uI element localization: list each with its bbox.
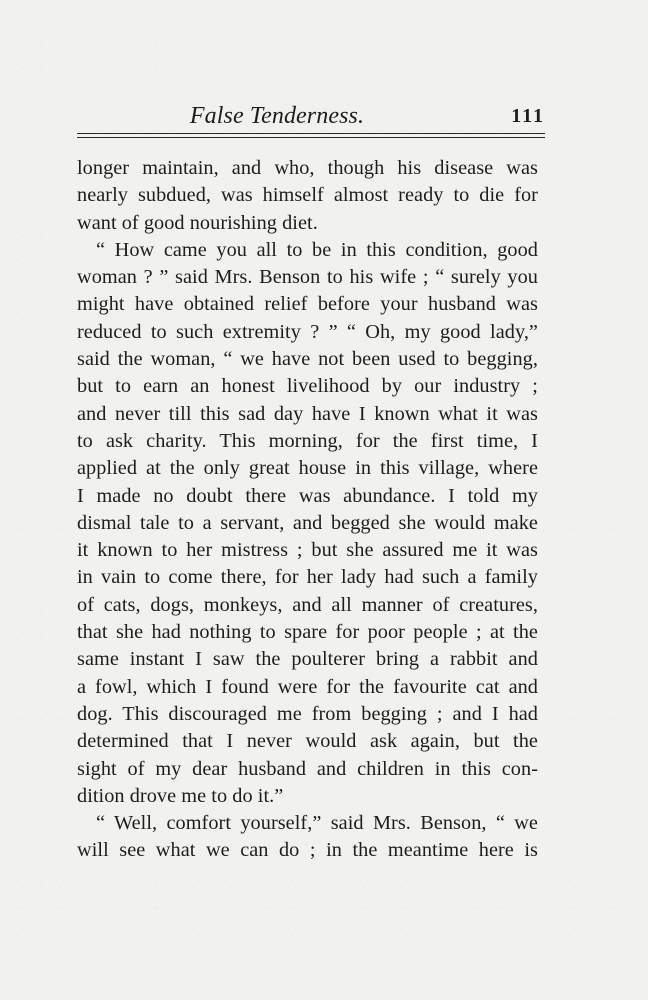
text-line: said the woman, “ we have not been used to begging, — [77, 348, 538, 371]
text-line: a fowl, which I found were for the favourite cat and — [77, 675, 538, 698]
text-line: “ Well, comfort yourself,” said Mrs. Benson, “ we — [96, 812, 538, 835]
text-line: and never till this sad day have I known what it was — [77, 402, 538, 425]
body-text — [77, 155, 538, 865]
text-line: same instant I saw the poulterer bring a rabbit and — [77, 648, 538, 671]
text-line: to ask charity. This morning, for the first time, I — [77, 429, 538, 452]
text-line: determined that I never would ask again, but the — [77, 730, 538, 753]
text-line: longer maintain, and who, though his disease was — [77, 157, 538, 179]
page-number: 111 — [511, 105, 545, 127]
header-double-rule — [77, 133, 545, 134]
text-line: dog. This discouraged me from begging ; and I had — [77, 702, 538, 725]
text-line: nearly subdued, was himself almost ready to die for — [77, 184, 538, 207]
text-line: will see what we can do ; in the meantime here is — [77, 839, 538, 862]
running-title: False Tenderness. — [189, 103, 365, 129]
text-line: that she had nothing to spare for poor people ; at the — [77, 621, 538, 644]
text-line: dismal tale to a servant, and begged she would make — [77, 511, 538, 534]
text-line: want of good nourishing diet. — [77, 211, 318, 234]
text-line: might have obtained relief before your husband was — [77, 293, 538, 316]
text-line: dition drove me to do it.” — [77, 784, 284, 807]
text-line: sight of my dear husband and children in this con- — [77, 757, 538, 780]
text-line: applied at the only great house in this village, where — [77, 457, 538, 480]
page-header — [77, 100, 545, 132]
text-line: reduced to such extremity ? ” “ Oh, my good lady,” — [77, 320, 538, 343]
text-line: it known to her mistress ; but she assured me it was — [77, 539, 538, 562]
text-line: “ How came you all to be in this condition, good — [96, 238, 538, 261]
text-line: of cats, dogs, monkeys, and all manner of creatures, — [77, 593, 538, 616]
text-line: I made no doubt there was abundance. I told my — [77, 484, 538, 507]
text-line: woman ? ” said Mrs. Benson to his wife ; “ surely you — [77, 266, 538, 289]
text-line: in vain to come there, for her lady had such a family — [77, 566, 538, 589]
text-line: but to earn an honest livelihood by our industry ; — [77, 375, 538, 398]
